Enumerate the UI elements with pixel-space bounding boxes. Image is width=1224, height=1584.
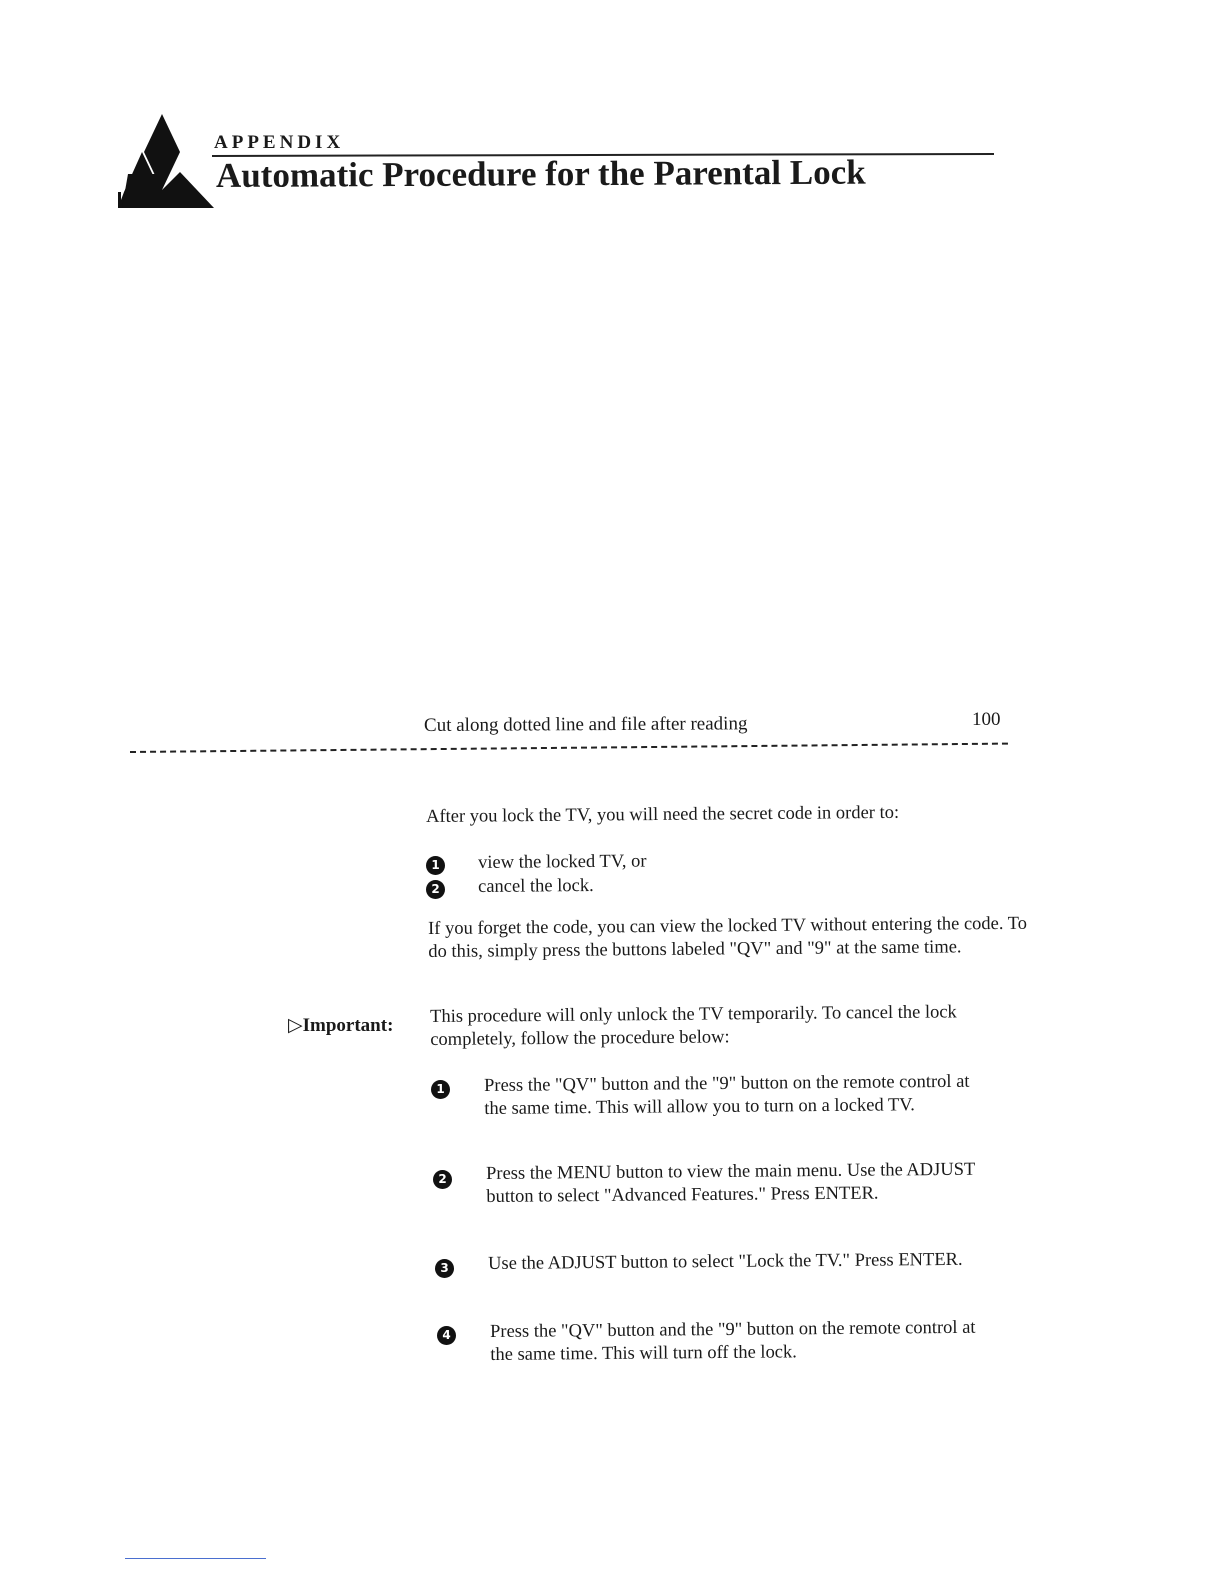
page-title: Automatic Procedure for the Parental Lock (215, 152, 866, 195)
intro-item: cancel the lock. (478, 875, 594, 897)
section-label: APPENDIX (214, 132, 345, 153)
forget-code-paragraph: If you forget the code, you can view the locked TV without entering the code. To do this, simply press the buttons labeled "QV" and "9" at the same time. (428, 913, 1028, 962)
step-text: Press the "QV" button and the "9" button on the remote control at the same time. This will allow you to turn on a locked TV. (484, 1071, 970, 1119)
important-label: ▷Important: (288, 1015, 394, 1036)
intro-item: view the locked TV, or (478, 851, 647, 873)
intro-paragraph: After you lock the TV, you will need the secret code in order to: (426, 802, 900, 827)
step-marker: 3 (435, 1259, 454, 1278)
step-text: Use the ADJUST button to select "Lock the TV." Press ENTER. (488, 1249, 963, 1274)
step-marker: 2 (433, 1170, 452, 1189)
step-text: Press the MENU button to view the main menu. Use the ADJUST button to select "Advanced Features." Press ENTER. (486, 1159, 976, 1207)
three-diamond-logo-icon (118, 112, 218, 210)
step-text: Press the "QV" button and the "9" button on the remote control at the same time. This will turn off the lock. (490, 1317, 976, 1365)
step-marker: 1 (431, 1080, 450, 1099)
page-number: 100 (972, 709, 1001, 730)
triangle-right-icon: ▷ (288, 1015, 303, 1036)
step-marker: 4 (437, 1326, 456, 1345)
important-paragraph: This procedure will only unlock the TV temporarily. To cancel the lock completely, follow the procedure below: (430, 1002, 957, 1050)
intro-item-marker: 1 (426, 856, 445, 875)
dotted-cut-line (130, 743, 1008, 753)
footer-rule (125, 1558, 266, 1559)
intro-item-marker: 2 (426, 880, 445, 899)
cut-line-instruction: Cut along dotted line and file after reading (423, 713, 748, 736)
